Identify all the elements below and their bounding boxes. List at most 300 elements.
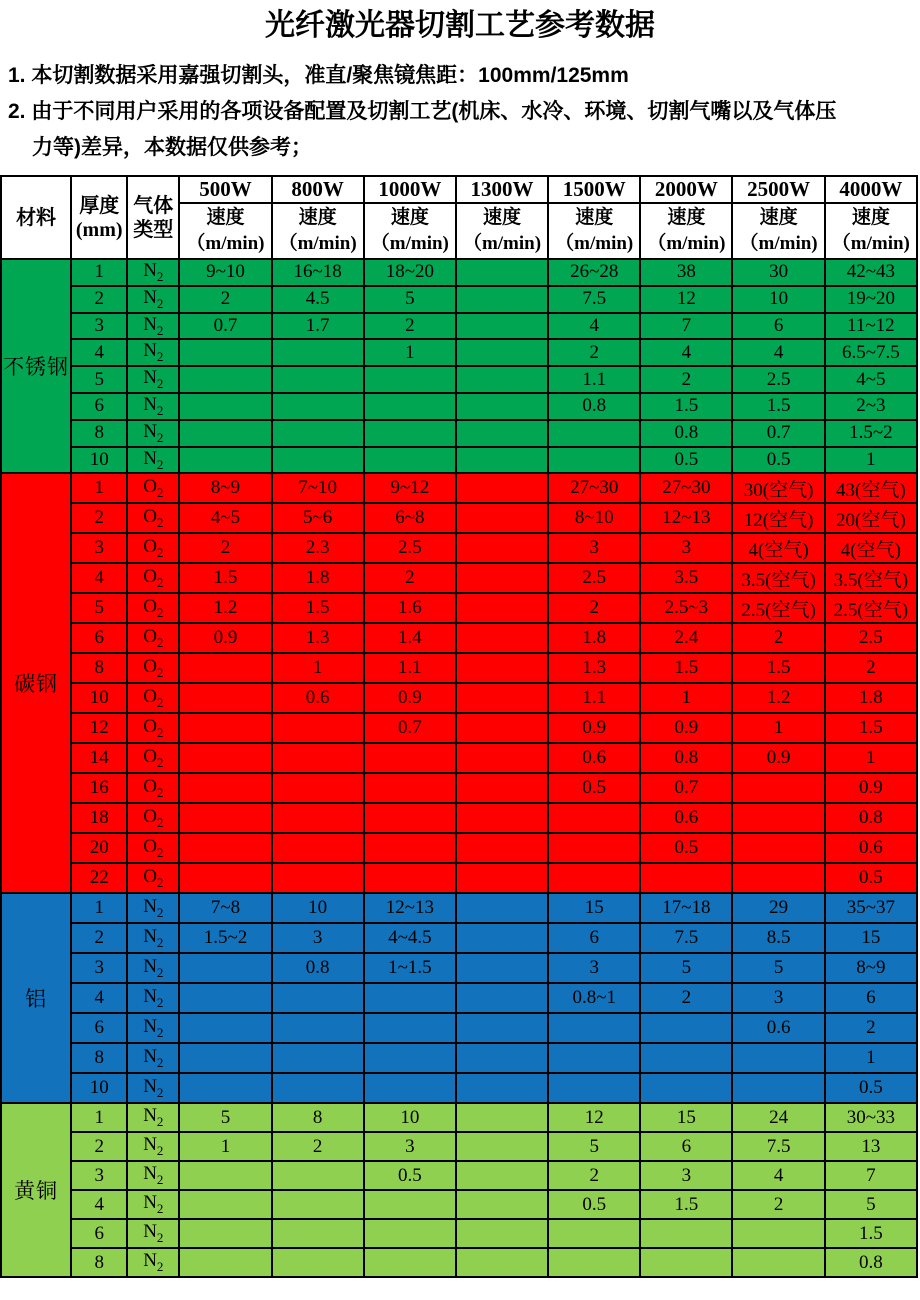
- gas-cell: $O_2$: [127, 653, 179, 683]
- speed-cell: [272, 1013, 364, 1043]
- speed-cell: [179, 1248, 271, 1277]
- speed-cell: [179, 713, 271, 743]
- speed-cell: [456, 533, 548, 563]
- table-row: [1, 473, 917, 503]
- speed-cell: [456, 713, 548, 743]
- speed-cell: 2: [364, 313, 456, 340]
- gas-subscript: 2: [156, 1230, 164, 1246]
- speed-cell: 19~20: [825, 286, 917, 313]
- speed-cell: [179, 1161, 271, 1190]
- table-row: [1, 1043, 917, 1073]
- gas-cell: $N_2$: [127, 1073, 179, 1103]
- thickness-header: [71, 176, 127, 259]
- speed-cell: [732, 1248, 824, 1277]
- thickness-cell: 16: [71, 773, 127, 803]
- speed-cell: 0.9: [825, 773, 917, 803]
- speed-cell: [272, 420, 364, 447]
- power-header: 1300W: [456, 176, 548, 203]
- speed-cell: 4: [640, 339, 732, 366]
- speed-cell: [272, 743, 364, 773]
- speed-cell: [548, 863, 640, 893]
- speed-cell: [364, 420, 456, 447]
- speed-cell: 6: [548, 923, 640, 953]
- speed-cell: 0.9: [364, 683, 456, 713]
- speed-cell: [456, 773, 548, 803]
- speed-cell: 27~30: [548, 473, 640, 503]
- speed-cell: 2.5: [732, 366, 824, 393]
- thickness-cell: 4: [71, 1190, 127, 1219]
- thickness-cell: 2: [71, 286, 127, 313]
- gas-subscript: 2: [156, 574, 164, 590]
- speed-cell: [364, 1190, 456, 1219]
- speed-cell: 2.3: [272, 533, 364, 563]
- speed-cell: [272, 863, 364, 893]
- speed-cell: 3: [548, 953, 640, 983]
- speed-cell: 2.5: [825, 623, 917, 653]
- speed-cell: [732, 803, 824, 833]
- speed-cell: [456, 1161, 548, 1190]
- table-row: [1, 1190, 917, 1219]
- speed-cell: 30: [732, 259, 824, 286]
- gas-subscript: 2: [156, 964, 164, 980]
- table-row: [1, 773, 917, 803]
- speed-cell: [456, 833, 548, 863]
- speed-cell: 6: [825, 983, 917, 1013]
- table-row: [1, 563, 917, 593]
- speed-cell: [548, 420, 640, 447]
- speed-cell: 1.1: [548, 683, 640, 713]
- speed-header: 速度 （m/min): [548, 203, 640, 259]
- speed-cell: 13: [825, 1132, 917, 1161]
- speed-header: 速度 （m/min): [179, 203, 271, 259]
- speed-cell: 2: [179, 533, 271, 563]
- speed-cell: [640, 1013, 732, 1043]
- speed-cell: 4~4.5: [364, 923, 456, 953]
- thickness-cell: 1: [71, 893, 127, 923]
- material-cell: 不锈钢: [1, 259, 71, 473]
- speed-cell: [456, 743, 548, 773]
- table-row: [1, 833, 917, 863]
- power-header: 500W: [179, 176, 271, 203]
- speed-cell: [640, 1043, 732, 1073]
- speed-cell: [456, 1043, 548, 1073]
- speed-cell: [272, 1073, 364, 1103]
- thickness-cell: 3: [71, 1161, 127, 1190]
- speed-cell: [272, 1248, 364, 1277]
- speed-cell: [456, 803, 548, 833]
- table-row: [1, 420, 917, 447]
- speed-cell: 6: [640, 1132, 732, 1161]
- gas-subscript: 2: [156, 295, 164, 311]
- speed-cell: 42~43: [825, 259, 917, 286]
- gas-cell: $O_2$: [127, 473, 179, 503]
- speed-cell: 2: [732, 1190, 824, 1219]
- speed-cell: 30~33: [825, 1103, 917, 1132]
- speed-cell: [272, 447, 364, 474]
- speed-cell: 1.5: [640, 1190, 732, 1219]
- speed-cell: 1.5: [732, 653, 824, 683]
- speed-cell: 2: [548, 593, 640, 623]
- gas-cell: $N_2$: [127, 983, 179, 1013]
- speed-cell: 1.5: [640, 653, 732, 683]
- speed-cell: 1.5: [272, 593, 364, 623]
- speed-cell: 35~37: [825, 893, 917, 923]
- speed-cell: [364, 863, 456, 893]
- gas-cell: $O_2$: [127, 803, 179, 833]
- speed-cell: [548, 1248, 640, 1277]
- speed-cell: [456, 1073, 548, 1103]
- gas-cell: $N_2$: [127, 1161, 179, 1190]
- speed-cell: 6.5~7.5: [825, 339, 917, 366]
- speed-cell: [456, 503, 548, 533]
- gas-cell: $N_2$: [127, 313, 179, 340]
- speed-cell: 0.7: [364, 713, 456, 743]
- speed-cell: 10: [364, 1103, 456, 1132]
- speed-cell: [364, 447, 456, 474]
- gas-cell: $N_2$: [127, 1190, 179, 1219]
- gas-subscript: 2: [156, 322, 164, 338]
- speed-cell: [179, 863, 271, 893]
- thickness-cell: 6: [71, 623, 127, 653]
- speed-cell: 0.6: [640, 803, 732, 833]
- speed-cell: [456, 366, 548, 393]
- power-header: 2000W: [640, 176, 732, 203]
- speed-cell: 12~13: [640, 503, 732, 533]
- speed-cell: 0.5: [548, 1190, 640, 1219]
- speed-cell: [456, 1219, 548, 1248]
- table-row: [1, 1103, 917, 1132]
- speed-cell: [179, 1043, 271, 1073]
- speed-cell: [456, 983, 548, 1013]
- speed-cell: [179, 366, 271, 393]
- speed-cell: 1.7: [272, 313, 364, 340]
- speed-cell: [179, 1190, 271, 1219]
- table-row: [1, 286, 917, 313]
- speed-cell: [456, 286, 548, 313]
- speed-cell: [179, 653, 271, 683]
- thickness-cell: 3: [71, 313, 127, 340]
- speed-cell: [456, 1190, 548, 1219]
- gas-cell: $O_2$: [127, 773, 179, 803]
- thickness-cell: 1: [71, 259, 127, 286]
- speed-cell: [364, 803, 456, 833]
- speed-cell: 0.9: [548, 713, 640, 743]
- speed-cell: 1.5: [825, 713, 917, 743]
- speed-cell: 18~20: [364, 259, 456, 286]
- speed-cell: 3: [640, 1161, 732, 1190]
- gas-subscript: 2: [156, 814, 164, 830]
- speed-cell: [456, 923, 548, 953]
- thickness-cell: 5: [71, 366, 127, 393]
- table-row: [1, 393, 917, 420]
- table-body: [1, 259, 917, 1277]
- speed-cell: [364, 743, 456, 773]
- speed-cell: 15: [825, 923, 917, 953]
- speed-cell: 8: [272, 1103, 364, 1132]
- speed-cell: [179, 983, 271, 1013]
- gas-subscript: 2: [156, 664, 164, 680]
- speed-cell: 4(空气): [825, 533, 917, 563]
- speed-cell: 1.1: [548, 366, 640, 393]
- gas-cell: $N_2$: [127, 1248, 179, 1277]
- speed-cell: 1.3: [272, 623, 364, 653]
- thickness-cell: 5: [71, 593, 127, 623]
- speed-cell: 4.5: [272, 286, 364, 313]
- speed-cell: [179, 743, 271, 773]
- power-header: 1500W: [548, 176, 640, 203]
- thickness-cell: 22: [71, 863, 127, 893]
- speed-cell: [272, 339, 364, 366]
- speed-cell: 2: [640, 366, 732, 393]
- thickness-cell: 2: [71, 503, 127, 533]
- speed-cell: [640, 1073, 732, 1103]
- table-row: [1, 447, 917, 474]
- gas-subscript: 2: [156, 634, 164, 650]
- gas-subscript: 2: [156, 268, 164, 284]
- table-row: [1, 503, 917, 533]
- note-1: 1. 本切割数据采用嘉强切割头，准直/聚焦镜焦距：100mm/125mm: [8, 64, 629, 87]
- speed-cell: [364, 1248, 456, 1277]
- speed-cell: [548, 1219, 640, 1248]
- table-row: [1, 533, 917, 563]
- thickness-cell: 1: [71, 1103, 127, 1132]
- speed-cell: 12~13: [364, 893, 456, 923]
- table-row: [1, 1013, 917, 1043]
- speed-cell: [364, 1043, 456, 1073]
- speed-cell: 1: [825, 743, 917, 773]
- thickness-cell: 20: [71, 833, 127, 863]
- speed-cell: 29: [732, 893, 824, 923]
- speed-header: 速度 （m/min): [364, 203, 456, 259]
- gas-header-line1: 气体: [133, 194, 174, 217]
- gas-subscript: 2: [156, 694, 164, 710]
- speed-cell: 1.5: [732, 393, 824, 420]
- gas-subscript: 2: [156, 544, 164, 560]
- gas-subscript: 2: [156, 375, 164, 391]
- speed-cell: 38: [640, 259, 732, 286]
- speed-cell: [364, 393, 456, 420]
- table-row: [1, 1161, 917, 1190]
- gas-subscript: 2: [156, 754, 164, 770]
- speed-cell: [456, 339, 548, 366]
- table-row: [1, 743, 917, 773]
- gas-cell: $O_2$: [127, 863, 179, 893]
- speed-header: 速度 （m/min): [272, 203, 364, 259]
- gas-cell: $O_2$: [127, 743, 179, 773]
- speed-cell: 3: [640, 533, 732, 563]
- speed-cell: [179, 393, 271, 420]
- note-2-line2: 力等)差异，本数据仅供参考；: [32, 136, 312, 159]
- speed-cell: 5: [640, 953, 732, 983]
- speed-cell: [548, 1013, 640, 1043]
- speed-cell: [732, 1219, 824, 1248]
- speed-cell: 7: [825, 1161, 917, 1190]
- speed-cell: 7.5: [732, 1132, 824, 1161]
- speed-cell: 10: [272, 893, 364, 923]
- speed-cell: 1.6: [364, 593, 456, 623]
- table-row: [1, 713, 917, 743]
- speed-cell: 0.8: [548, 393, 640, 420]
- speed-cell: [456, 563, 548, 593]
- gas-cell: $O_2$: [127, 623, 179, 653]
- speed-cell: [456, 1013, 548, 1043]
- speed-cell: 0.6: [548, 743, 640, 773]
- speed-cell: [179, 1013, 271, 1043]
- gas-subscript: 2: [156, 402, 164, 418]
- speed-cell: [456, 393, 548, 420]
- gas-cell: $O_2$: [127, 563, 179, 593]
- speed-cell: [732, 1043, 824, 1073]
- gas-cell: $O_2$: [127, 713, 179, 743]
- gas-subscript: 2: [156, 844, 164, 860]
- table-row: [1, 623, 917, 653]
- speed-cell: [548, 803, 640, 833]
- speed-cell: 0.9: [732, 743, 824, 773]
- thickness-cell: 4: [71, 563, 127, 593]
- speed-cell: [272, 803, 364, 833]
- gas-cell: $O_2$: [127, 503, 179, 533]
- gas-subscript: 2: [156, 934, 164, 950]
- gas-subscript: 2: [156, 429, 164, 445]
- speed-cell: [456, 473, 548, 503]
- material-header: 材料: [1, 176, 71, 259]
- speed-cell: 5: [548, 1132, 640, 1161]
- speed-cell: 8~9: [825, 953, 917, 983]
- speed-cell: 0.5: [640, 833, 732, 863]
- speed-cell: 0.8: [825, 1248, 917, 1277]
- gas-subscript: 2: [156, 784, 164, 800]
- gas-cell: $N_2$: [127, 1043, 179, 1073]
- speed-cell: [456, 420, 548, 447]
- speed-cell: 16~18: [272, 259, 364, 286]
- speed-cell: 0.5: [732, 447, 824, 474]
- table-row: [1, 1219, 917, 1248]
- speed-cell: 2: [272, 1132, 364, 1161]
- speed-cell: 0.6: [272, 683, 364, 713]
- speed-cell: 5~6: [272, 503, 364, 533]
- speed-cell: [272, 833, 364, 863]
- gas-cell: $N_2$: [127, 420, 179, 447]
- speed-cell: 1.5~2: [825, 420, 917, 447]
- speed-cell: [456, 1248, 548, 1277]
- speed-cell: 2~3: [825, 393, 917, 420]
- speed-cell: 6: [732, 313, 824, 340]
- speed-cell: [640, 863, 732, 893]
- speed-cell: 1.8: [272, 563, 364, 593]
- table-row: [1, 653, 917, 683]
- speed-cell: 0.6: [732, 1013, 824, 1043]
- speed-cell: [272, 1190, 364, 1219]
- gas-cell: $N_2$: [127, 1103, 179, 1132]
- speed-cell: 4~5: [825, 366, 917, 393]
- speed-cell: 4(空气): [732, 533, 824, 563]
- speed-cell: 17~18: [640, 893, 732, 923]
- speed-cell: [364, 366, 456, 393]
- power-header: 4000W: [825, 176, 917, 203]
- speed-cell: 7.5: [640, 923, 732, 953]
- gas-subscript: 2: [156, 724, 164, 740]
- gas-header: [127, 176, 179, 259]
- speed-header: 速度 （m/min): [732, 203, 824, 259]
- speed-cell: 2: [179, 286, 271, 313]
- material-cell: 黄铜: [1, 1103, 71, 1277]
- speed-cell: [364, 833, 456, 863]
- speed-cell: 20(空气): [825, 503, 917, 533]
- gas-cell: $N_2$: [127, 1132, 179, 1161]
- gas-cell: $N_2$: [127, 286, 179, 313]
- speed-cell: [640, 1219, 732, 1248]
- speed-cell: 2: [640, 983, 732, 1013]
- speed-cell: [364, 983, 456, 1013]
- speed-cell: 8~9: [179, 473, 271, 503]
- thickness-header-line2: (mm): [75, 218, 123, 241]
- speed-cell: [179, 339, 271, 366]
- speed-cell: [456, 1103, 548, 1132]
- speed-cell: 0.5: [825, 1073, 917, 1103]
- speed-cell: [456, 683, 548, 713]
- table-row: [1, 953, 917, 983]
- speed-cell: 9~10: [179, 259, 271, 286]
- speed-cell: 9~12: [364, 473, 456, 503]
- speed-cell: 0.9: [179, 623, 271, 653]
- speed-cell: [179, 773, 271, 803]
- gas-subscript: 2: [156, 456, 164, 472]
- speed-cell: [732, 1073, 824, 1103]
- speed-cell: 1.4: [364, 623, 456, 653]
- speed-cell: [456, 953, 548, 983]
- gas-cell: $O_2$: [127, 593, 179, 623]
- speed-cell: [364, 1219, 456, 1248]
- speed-cell: 3.5(空气): [825, 563, 917, 593]
- header-row-powers: [1, 176, 917, 203]
- thickness-cell: 10: [71, 1073, 127, 1103]
- thickness-cell: 1: [71, 473, 127, 503]
- speed-cell: [456, 623, 548, 653]
- thickness-cell: 6: [71, 1219, 127, 1248]
- thickness-header-line1: 厚度: [79, 194, 120, 217]
- speed-cell: [548, 833, 640, 863]
- speed-header: 速度 （m/min): [456, 203, 548, 259]
- thickness-cell: 3: [71, 953, 127, 983]
- speed-cell: [179, 447, 271, 474]
- speed-cell: [364, 1073, 456, 1103]
- speed-cell: 11~12: [825, 313, 917, 340]
- gas-cell: $N_2$: [127, 447, 179, 474]
- speed-cell: 1.5: [179, 563, 271, 593]
- speed-cell: 1~1.5: [364, 953, 456, 983]
- thickness-cell: 8: [71, 1248, 127, 1277]
- speed-cell: 3.5(空气): [732, 563, 824, 593]
- gas-cell: $O_2$: [127, 833, 179, 863]
- speed-cell: [179, 953, 271, 983]
- table-row: [1, 259, 917, 286]
- speed-cell: 4: [548, 313, 640, 340]
- speed-cell: 1.2: [179, 593, 271, 623]
- speed-cell: 2.5~3: [640, 593, 732, 623]
- thickness-cell: 4: [71, 339, 127, 366]
- speed-header: 速度 （m/min): [640, 203, 732, 259]
- notes-block: [8, 58, 920, 166]
- speed-cell: [179, 420, 271, 447]
- speed-header: 速度 （m/min): [825, 203, 917, 259]
- speed-cell: 1: [179, 1132, 271, 1161]
- thickness-cell: 6: [71, 393, 127, 420]
- speed-cell: [179, 803, 271, 833]
- speed-cell: 5: [364, 286, 456, 313]
- speed-cell: 1.5: [825, 1219, 917, 1248]
- thickness-cell: 6: [71, 1013, 127, 1043]
- speed-cell: 0.5: [548, 773, 640, 803]
